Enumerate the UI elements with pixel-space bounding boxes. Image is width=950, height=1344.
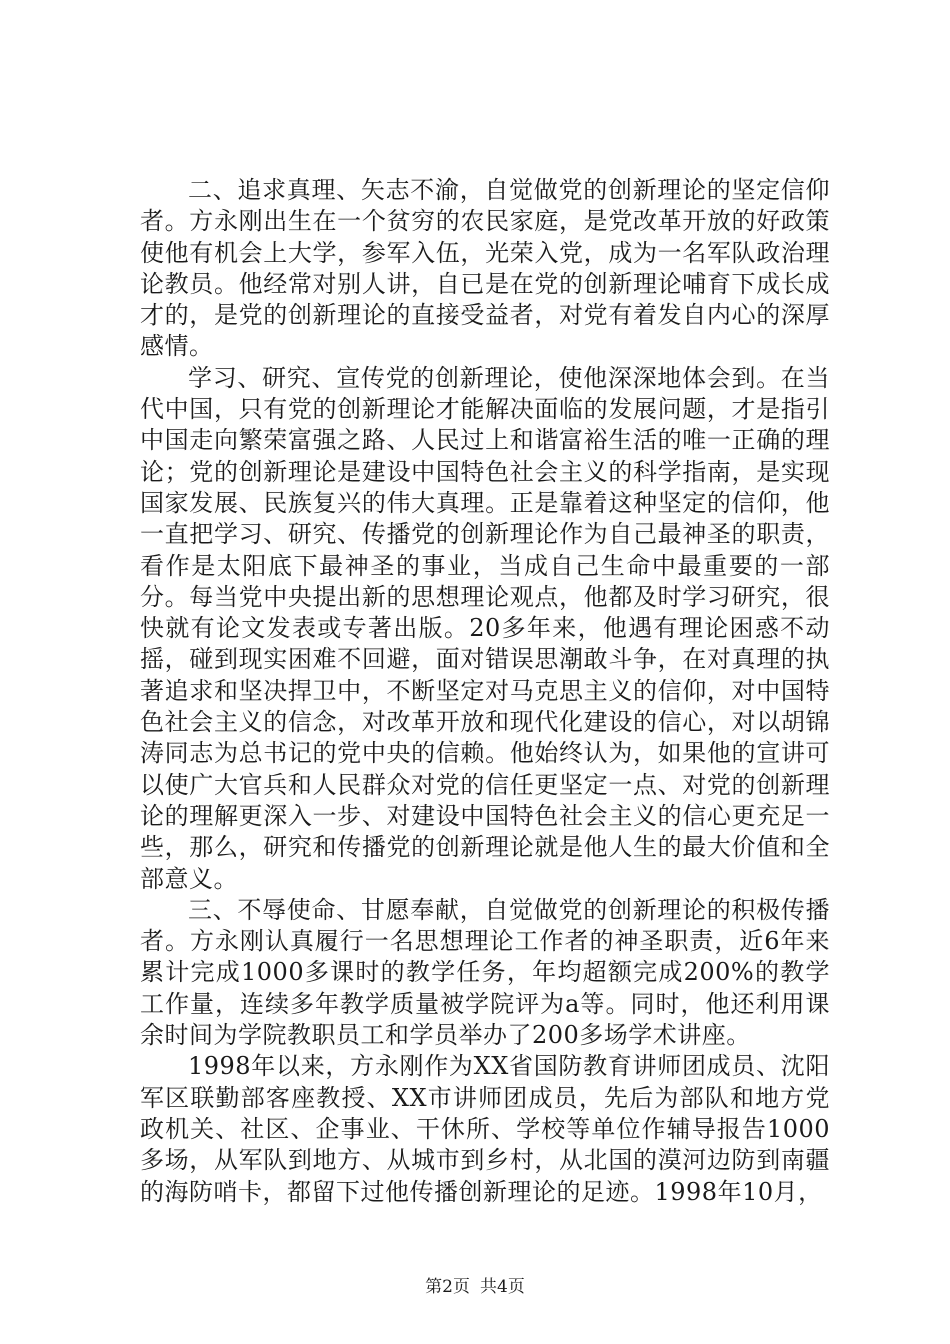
page-footer <box>0 1272 950 1297</box>
paragraph-1: 二、追求真理、矢志不渝，自觉做党的创新理论的坚定信仰者。方永刚出生在一个贫穷的农民家庭，是党改革开放的好政策使他有机会上大学，参军入伍，光荣入党，成为一名军队政治理论教员。他经常对别人讲，自已是在党的创新理论哺育下成长成才的，是党的创新理论的直接受益者，对党有着发自内心的深厚感情。 <box>140 176 830 361</box>
paragraph-2: 学习、研究、宣传党的创新理论，使他深深地体会到。在当代中国，只有党的创新理论才能解决面临的发展问题，才是指引中国走向繁荣富强之路、人民过上和谐富裕生活的唯一正确的理论；党的创新理论是建设中国特色社会主义的科学指南，是实现国家发展、民族复兴的伟大真理。正是靠着这种坚定的信仰，他一直把学习、研究、传播党的创新理论作为自己最神圣的职责，看作是太阳底下最神圣的事业，当成自己生命中最重要的一部分。每当党中央提出新的思想理论观点，他都及时学习研究，很快就有论文发表或专著出版。20多年来，他遇有理论困惑不动摇，碰到现实困难不回避，面对错误思潮敢斗争，在对真理的执著追求和坚决捍卫中，不断坚定对马克思主义的信仰，对中国特色社会主义的信念，对改革开放和现代化建设的信心，对以胡锦涛同志为总书记的党中央的信赖。他始终认为，如果他的宣讲可以使广大官兵和人民群众对党的信任更坚定一点、对党的创新理论的理解更深入一步、对建设中国特色社会主义的信心更充足一些，那么，研究和传播党的创新理论就是他人生的最大价值和全部意义。 <box>140 363 830 893</box>
paragraph-3: 三、不辱使命、甘愿奉献，自觉做党的创新理论的积极传播者。方永刚认真履行一名思想理论工作者的神圣职责，近6年来累计完成1000多课时的教学任务，年均超额完成200%的教学工作量，连续多年教学质量被学院评为a等。同时，他还利用课余时间为学院教职员工和学员举办了200多场学术讲座。 <box>140 895 830 1050</box>
paragraph-4: 1998年以来，方永刚作为XX省国防教育讲师团成员、沈阳军区联勤部客座教授、XX市讲师团成员，先后为部队和地方党政机关、社区、企事业、干休所、学校等单位作辅导报告1000多场，从军队到地方、从城市到乡村，从北国的漠河边防到南疆的海防哨卡，都留下过他传播创新理论的足迹。1998年10月， <box>140 1052 830 1206</box>
page-number: 第2页 <box>425 1277 470 1297</box>
page-total: 共4页 <box>480 1277 525 1297</box>
document-body <box>140 175 830 1208</box>
